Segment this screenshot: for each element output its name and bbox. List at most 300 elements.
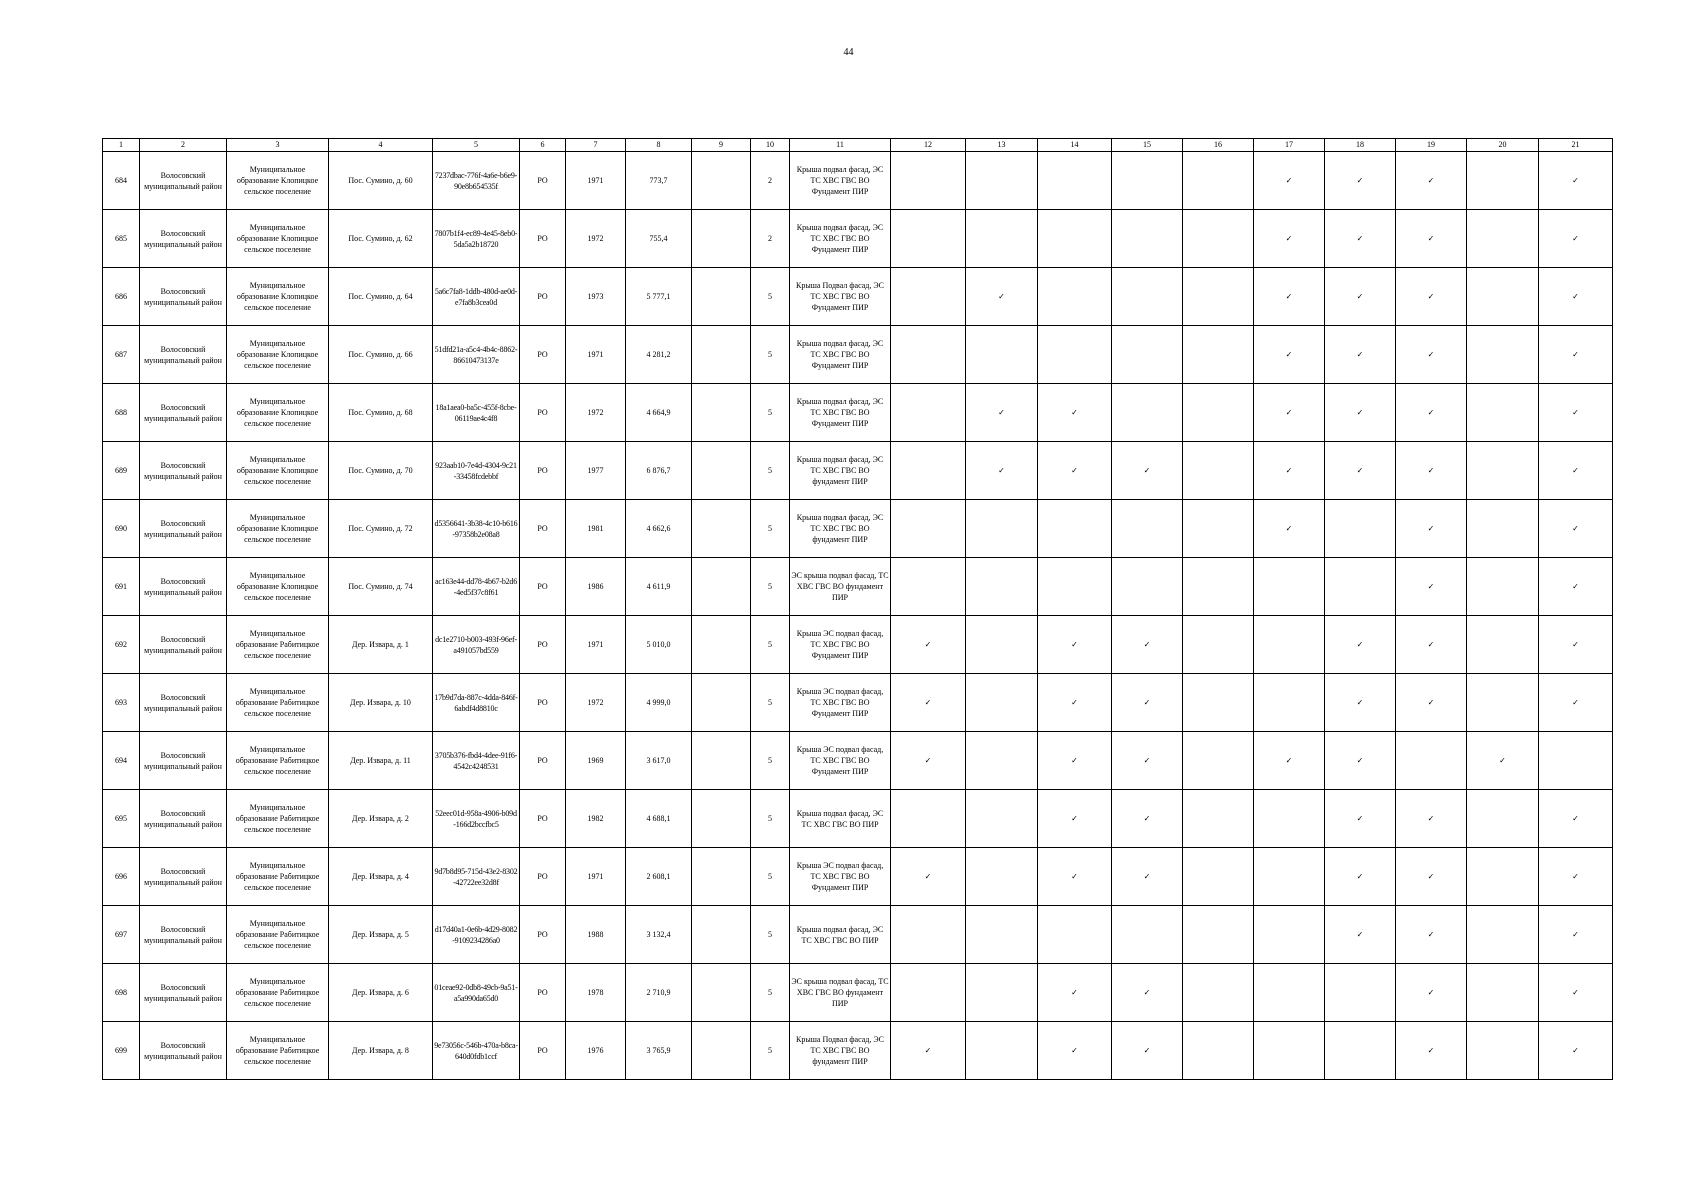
work-column-17-cell <box>1254 732 1325 790</box>
row-number-cell: 684 <box>103 152 140 210</box>
row-number-cell: 697 <box>103 906 140 964</box>
work-column-16-cell <box>1183 384 1254 442</box>
work-column-19-cell <box>1396 790 1467 848</box>
works-list-cell: Крыша подвал фасад, ЭС ТС ХВС ГВС ВО Фундамент ПИР <box>790 210 891 268</box>
check-mark-icon: ✓ <box>1427 988 1435 997</box>
work-column-20-cell <box>1467 210 1539 268</box>
work-column-13-cell <box>966 558 1038 616</box>
address-cell: Дер. Извара, д. 5 <box>329 906 433 964</box>
work-column-12-cell <box>891 500 966 558</box>
fund-form-cell: РО <box>520 964 566 1022</box>
check-mark-icon: ✓ <box>1071 814 1078 823</box>
check-mark-icon: ✓ <box>998 466 1005 475</box>
work-column-15-cell <box>1112 790 1183 848</box>
floors-cell: 5 <box>751 964 790 1022</box>
works-list-cell: Крыша подвал фасад, ЭС ТС ХВС ГВС ВО ПИР <box>790 790 891 848</box>
work-column-19-cell <box>1396 210 1467 268</box>
work-column-17-cell <box>1254 616 1325 674</box>
fund-form-cell: РО <box>520 152 566 210</box>
table-row <box>103 848 1613 906</box>
address-cell: Пос. Сумино, д. 66 <box>329 326 433 384</box>
works-list-cell: Крыша ЭС подвал фасад, ТС ХВС ГВС ВО Фундамент ПИР <box>790 674 891 732</box>
work-column-17-cell <box>1254 442 1325 500</box>
work-column-18-cell <box>1325 558 1396 616</box>
municipality-cell: Муниципальное образование Рабитицкое сельское поселение <box>227 732 329 790</box>
building-code-cell: 7237dbac-776f-4a6e-b6e9-90e8b654535f <box>433 152 520 210</box>
work-column-20-cell <box>1467 558 1539 616</box>
area-cell: 755,4 <box>626 210 692 268</box>
check-mark-icon: ✓ <box>1071 698 1078 707</box>
work-column-21-cell <box>1539 964 1613 1022</box>
works-list-cell: Крыша ЭС подвал фасад, ТС ХВС ГВС ВО Фундамент ПИР <box>790 732 891 790</box>
row-number-cell: 692 <box>103 616 140 674</box>
work-column-18-cell <box>1325 732 1396 790</box>
work-column-12-cell <box>891 616 966 674</box>
build-year-cell: 1972 <box>566 210 626 268</box>
check-mark-icon: ✓ <box>1427 640 1435 649</box>
work-column-13-cell <box>966 210 1038 268</box>
column-9-cell <box>692 674 751 732</box>
work-column-18-cell <box>1325 906 1396 964</box>
district-cell: Волосовский муниципальный район <box>140 964 227 1022</box>
work-column-18-cell <box>1325 210 1396 268</box>
build-year-cell: 1978 <box>566 964 626 1022</box>
work-column-16-cell <box>1183 616 1254 674</box>
work-column-19-cell <box>1396 616 1467 674</box>
building-code-cell: d17d40a1-0e6b-4d29-8082-9109234286a0 <box>433 906 520 964</box>
work-column-17-cell <box>1254 500 1325 558</box>
district-cell: Волосовский муниципальный район <box>140 848 227 906</box>
area-cell: 4 664,9 <box>626 384 692 442</box>
work-column-20-cell <box>1467 674 1539 732</box>
fund-form-cell: РО <box>520 906 566 964</box>
address-cell: Пос. Сумино, д. 74 <box>329 558 433 616</box>
work-column-18-cell <box>1325 152 1396 210</box>
area-cell: 3 132,4 <box>626 906 692 964</box>
address-cell: Дер. Извара, д. 4 <box>329 848 433 906</box>
work-column-19-cell <box>1396 442 1467 500</box>
municipality-cell: Муниципальное образование Клопицкое сельское поселение <box>227 268 329 326</box>
district-cell: Волосовский муниципальный район <box>140 674 227 732</box>
works-list-cell: Крыша подвал фасад, ЭС ТС ХВС ГВС ВО Фундамент ПИР <box>790 152 891 210</box>
fund-form-cell: РО <box>520 558 566 616</box>
column-number-14: 14 <box>1038 139 1112 152</box>
works-list-cell: Крыша подвал фасад, ЭС ТС ХВС ГВС ВО фундамент ПИР <box>790 442 891 500</box>
work-column-15-cell <box>1112 326 1183 384</box>
work-column-21-cell <box>1539 790 1613 848</box>
build-year-cell: 1973 <box>566 268 626 326</box>
address-cell: Пос. Сумино, д. 62 <box>329 210 433 268</box>
check-mark-icon: ✓ <box>1427 698 1435 707</box>
table-row <box>103 210 1613 268</box>
work-column-21-cell <box>1539 268 1613 326</box>
district-cell: Волосовский муниципальный район <box>140 732 227 790</box>
work-column-18-cell <box>1325 674 1396 732</box>
work-column-12-cell <box>891 848 966 906</box>
column-number-12: 12 <box>891 139 966 152</box>
table-row <box>103 326 1613 384</box>
work-column-13-cell <box>966 906 1038 964</box>
work-column-19-cell <box>1396 384 1467 442</box>
fund-form-cell: РО <box>520 210 566 268</box>
building-code-cell: 923aab10-7e4d-4304-9c21-33458fcdebbf <box>433 442 520 500</box>
check-mark-icon: ✓ <box>1356 756 1364 765</box>
floors-cell: 5 <box>751 326 790 384</box>
fund-form-cell: РО <box>520 732 566 790</box>
work-column-21-cell <box>1539 1022 1613 1080</box>
column-number-21: 21 <box>1539 139 1613 152</box>
check-mark-icon: ✓ <box>1356 292 1364 301</box>
column-9-cell <box>692 732 751 790</box>
check-mark-icon: ✓ <box>1572 350 1579 359</box>
check-mark-icon: ✓ <box>1572 234 1579 243</box>
work-column-15-cell <box>1112 152 1183 210</box>
work-column-21-cell <box>1539 732 1613 790</box>
work-column-19-cell <box>1396 674 1467 732</box>
check-mark-icon: ✓ <box>1499 756 1506 765</box>
check-mark-icon: ✓ <box>1285 234 1293 243</box>
work-column-17-cell <box>1254 558 1325 616</box>
address-cell: Дер. Извара, д. 2 <box>329 790 433 848</box>
fund-form-cell: РО <box>520 790 566 848</box>
row-number-cell: 689 <box>103 442 140 500</box>
check-mark-icon: ✓ <box>1071 640 1078 649</box>
check-mark-icon: ✓ <box>1427 408 1435 417</box>
check-mark-icon: ✓ <box>1285 176 1293 185</box>
table-row <box>103 616 1613 674</box>
column-number-15: 15 <box>1112 139 1183 152</box>
column-9-cell <box>692 616 751 674</box>
table-row <box>103 384 1613 442</box>
column-9-cell <box>692 558 751 616</box>
work-column-18-cell <box>1325 790 1396 848</box>
column-9-cell <box>692 500 751 558</box>
work-column-21-cell <box>1539 442 1613 500</box>
row-number-cell: 688 <box>103 384 140 442</box>
work-column-17-cell <box>1254 384 1325 442</box>
municipality-cell: Муниципальное образование Рабитицкое сельское поселение <box>227 906 329 964</box>
area-cell: 5 777,1 <box>626 268 692 326</box>
works-list-cell: ЭС крыша подвал фасад, ТС ХВС ГВС ВО фундамент ПИР <box>790 558 891 616</box>
floors-cell: 5 <box>751 790 790 848</box>
work-column-14-cell <box>1038 210 1112 268</box>
column-9-cell <box>692 268 751 326</box>
floors-cell: 5 <box>751 268 790 326</box>
work-column-16-cell <box>1183 1022 1254 1080</box>
column-number-9: 9 <box>692 139 751 152</box>
row-number-cell: 695 <box>103 790 140 848</box>
check-mark-icon: ✓ <box>924 640 932 649</box>
check-mark-icon: ✓ <box>1427 466 1435 475</box>
check-mark-icon: ✓ <box>924 698 932 707</box>
work-column-15-cell <box>1112 674 1183 732</box>
work-column-12-cell <box>891 326 966 384</box>
build-year-cell: 1972 <box>566 384 626 442</box>
building-code-cell: 51dfd21a-a5c4-4b4c-8862-86610473137e <box>433 326 520 384</box>
check-mark-icon: ✓ <box>1572 698 1579 707</box>
check-mark-icon: ✓ <box>1356 872 1364 881</box>
work-column-15-cell <box>1112 442 1183 500</box>
building-code-cell: 7807b1f4-ec89-4e45-8eb0-5da5a2b18720 <box>433 210 520 268</box>
check-mark-icon: ✓ <box>1572 292 1579 301</box>
address-cell: Дер. Извара, д. 10 <box>329 674 433 732</box>
check-mark-icon: ✓ <box>1356 698 1364 707</box>
work-column-20-cell <box>1467 500 1539 558</box>
district-cell: Волосовский муниципальный район <box>140 500 227 558</box>
column-9-cell <box>692 1022 751 1080</box>
table-row <box>103 906 1613 964</box>
work-column-20-cell <box>1467 152 1539 210</box>
check-mark-icon: ✓ <box>1143 988 1151 997</box>
work-column-18-cell <box>1325 384 1396 442</box>
area-cell: 773,7 <box>626 152 692 210</box>
fund-form-cell: РО <box>520 674 566 732</box>
check-mark-icon: ✓ <box>1143 872 1151 881</box>
work-column-13-cell <box>966 674 1038 732</box>
work-column-16-cell <box>1183 500 1254 558</box>
check-mark-icon: ✓ <box>1356 466 1364 475</box>
work-column-21-cell <box>1539 674 1613 732</box>
works-list-cell: Крыша подвал фасад, ЭС ТС ХВС ГВС ВО ПИР <box>790 906 891 964</box>
row-number-cell: 693 <box>103 674 140 732</box>
table-row <box>103 674 1613 732</box>
municipality-cell: Муниципальное образование Рабитицкое сельское поселение <box>227 848 329 906</box>
work-column-14-cell <box>1038 848 1112 906</box>
work-column-20-cell <box>1467 268 1539 326</box>
floors-cell: 2 <box>751 210 790 268</box>
work-column-14-cell <box>1038 906 1112 964</box>
municipality-cell: Муниципальное образование Клопицкое сельское поселение <box>227 500 329 558</box>
work-column-14-cell <box>1038 674 1112 732</box>
build-year-cell: 1981 <box>566 500 626 558</box>
row-number-cell: 691 <box>103 558 140 616</box>
check-mark-icon: ✓ <box>1427 814 1435 823</box>
district-cell: Волосовский муниципальный район <box>140 790 227 848</box>
column-number-4: 4 <box>329 139 433 152</box>
area-cell: 4 999,0 <box>626 674 692 732</box>
work-column-20-cell <box>1467 616 1539 674</box>
check-mark-icon: ✓ <box>1572 988 1579 997</box>
district-cell: Волосовский муниципальный район <box>140 558 227 616</box>
floors-cell: 5 <box>751 442 790 500</box>
work-column-12-cell <box>891 964 966 1022</box>
table-row <box>103 268 1613 326</box>
address-cell: Пос. Сумино, д. 64 <box>329 268 433 326</box>
fund-form-cell: РО <box>520 442 566 500</box>
build-year-cell: 1971 <box>566 848 626 906</box>
work-column-15-cell <box>1112 964 1183 1022</box>
work-column-14-cell <box>1038 152 1112 210</box>
column-9-cell <box>692 326 751 384</box>
work-column-15-cell <box>1112 210 1183 268</box>
check-mark-icon: ✓ <box>1427 176 1435 185</box>
work-column-13-cell <box>966 442 1038 500</box>
work-column-20-cell <box>1467 326 1539 384</box>
work-column-20-cell <box>1467 732 1539 790</box>
work-column-12-cell <box>891 384 966 442</box>
build-year-cell: 1971 <box>566 152 626 210</box>
work-column-19-cell <box>1396 326 1467 384</box>
column-number-7: 7 <box>566 139 626 152</box>
work-column-19-cell <box>1396 268 1467 326</box>
work-column-17-cell <box>1254 906 1325 964</box>
check-mark-icon: ✓ <box>1356 640 1364 649</box>
build-year-cell: 1972 <box>566 674 626 732</box>
building-code-cell: 17b9d7da-887c-4dda-846f-6abdf4d8810c <box>433 674 520 732</box>
work-column-21-cell <box>1539 906 1613 964</box>
work-column-18-cell <box>1325 1022 1396 1080</box>
row-number-cell: 690 <box>103 500 140 558</box>
building-code-cell: 18a1aea0-ba5c-455f-8cbe-06119ae4c4f8 <box>433 384 520 442</box>
build-year-cell: 1977 <box>566 442 626 500</box>
works-list-cell: Крыша ЭС подвал фасад, ТС ХВС ГВС ВО Фундамент ПИР <box>790 616 891 674</box>
work-column-16-cell <box>1183 558 1254 616</box>
work-column-16-cell <box>1183 906 1254 964</box>
work-column-15-cell <box>1112 500 1183 558</box>
column-number-row <box>103 139 1613 152</box>
work-column-12-cell <box>891 268 966 326</box>
column-number-1: 1 <box>103 139 140 152</box>
work-column-21-cell <box>1539 500 1613 558</box>
work-column-13-cell <box>966 152 1038 210</box>
work-column-13-cell <box>966 964 1038 1022</box>
table-row <box>103 152 1613 210</box>
work-column-16-cell <box>1183 152 1254 210</box>
works-list-cell: Крыша подвал фасад, ЭС ТС ХВС ГВС ВО Фундамент ПИР <box>790 326 891 384</box>
table-row <box>103 732 1613 790</box>
work-column-15-cell <box>1112 268 1183 326</box>
address-cell: Дер. Извара, д. 1 <box>329 616 433 674</box>
check-mark-icon: ✓ <box>1572 930 1579 939</box>
check-mark-icon: ✓ <box>1143 1046 1151 1055</box>
column-number-3: 3 <box>227 139 329 152</box>
check-mark-icon: ✓ <box>1427 234 1435 243</box>
municipality-cell: Муниципальное образование Рабитицкое сельское поселение <box>227 674 329 732</box>
work-column-17-cell <box>1254 268 1325 326</box>
work-column-12-cell <box>891 674 966 732</box>
work-column-15-cell <box>1112 848 1183 906</box>
municipality-cell: Муниципальное образование Рабитицкое сельское поселение <box>227 616 329 674</box>
area-cell: 4 281,2 <box>626 326 692 384</box>
check-mark-icon: ✓ <box>1427 350 1435 359</box>
district-cell: Волосовский муниципальный район <box>140 1022 227 1080</box>
check-mark-icon: ✓ <box>924 1046 932 1055</box>
work-column-14-cell <box>1038 964 1112 1022</box>
building-code-cell: ac163e44-dd78-4b67-b2d6-4ed5f37c8f61 <box>433 558 520 616</box>
municipality-cell: Муниципальное образование Рабитицкое сельское поселение <box>227 964 329 1022</box>
work-column-12-cell <box>891 732 966 790</box>
work-column-18-cell <box>1325 964 1396 1022</box>
column-number-20: 20 <box>1467 139 1539 152</box>
fund-form-cell: РО <box>520 268 566 326</box>
work-column-20-cell <box>1467 790 1539 848</box>
floors-cell: 2 <box>751 152 790 210</box>
work-column-14-cell <box>1038 1022 1112 1080</box>
work-column-16-cell <box>1183 268 1254 326</box>
column-number-18: 18 <box>1325 139 1396 152</box>
work-column-14-cell <box>1038 326 1112 384</box>
work-column-21-cell <box>1539 326 1613 384</box>
work-column-21-cell <box>1539 210 1613 268</box>
district-cell: Волосовский муниципальный район <box>140 442 227 500</box>
address-cell: Пос. Сумино, д. 68 <box>329 384 433 442</box>
municipality-cell: Муниципальное образование Клопицкое сельское поселение <box>227 384 329 442</box>
building-code-cell: 9d7b8d95-715d-43e2-8302-42722ee32d8f <box>433 848 520 906</box>
work-column-19-cell <box>1396 964 1467 1022</box>
municipality-cell: Муниципальное образование Клопицкое сельское поселение <box>227 326 329 384</box>
work-column-17-cell <box>1254 848 1325 906</box>
column-9-cell <box>692 152 751 210</box>
check-mark-icon: ✓ <box>1071 872 1078 881</box>
work-column-13-cell <box>966 1022 1038 1080</box>
works-list-cell: Крыша Подвал фасад, ЭС ТС ХВС ГВС ВО фундамент ПИР <box>790 1022 891 1080</box>
district-cell: Волосовский муниципальный район <box>140 326 227 384</box>
work-column-13-cell <box>966 732 1038 790</box>
municipality-cell: Муниципальное образование Клопицкое сельское поселение <box>227 210 329 268</box>
check-mark-icon: ✓ <box>1285 756 1293 765</box>
floors-cell: 5 <box>751 674 790 732</box>
work-column-19-cell <box>1396 732 1467 790</box>
floors-cell: 5 <box>751 558 790 616</box>
fund-form-cell: РО <box>520 500 566 558</box>
row-number-cell: 698 <box>103 964 140 1022</box>
work-column-14-cell <box>1038 790 1112 848</box>
column-number-8: 8 <box>626 139 692 152</box>
work-column-21-cell <box>1539 558 1613 616</box>
check-mark-icon: ✓ <box>1572 872 1579 881</box>
check-mark-icon: ✓ <box>1285 350 1293 359</box>
work-column-14-cell <box>1038 732 1112 790</box>
area-cell: 2 710,9 <box>626 964 692 1022</box>
column-9-cell <box>692 848 751 906</box>
fund-form-cell: РО <box>520 326 566 384</box>
work-column-16-cell <box>1183 674 1254 732</box>
row-number-cell: 687 <box>103 326 140 384</box>
address-cell: Дер. Извара, д. 6 <box>329 964 433 1022</box>
check-mark-icon: ✓ <box>1572 466 1579 475</box>
work-column-18-cell <box>1325 268 1396 326</box>
check-mark-icon: ✓ <box>1071 1046 1078 1055</box>
work-column-20-cell <box>1467 1022 1539 1080</box>
district-cell: Волосовский муниципальный район <box>140 616 227 674</box>
municipality-cell: Муниципальное образование Рабитицкое сельское поселение <box>227 1022 329 1080</box>
address-cell: Дер. Извара, д. 11 <box>329 732 433 790</box>
floors-cell: 5 <box>751 384 790 442</box>
district-cell: Волосовский муниципальный район <box>140 384 227 442</box>
area-cell: 4 688,1 <box>626 790 692 848</box>
district-cell: Волосовский муниципальный район <box>140 152 227 210</box>
column-number-2: 2 <box>140 139 227 152</box>
work-column-18-cell <box>1325 326 1396 384</box>
work-column-21-cell <box>1539 152 1613 210</box>
work-column-17-cell <box>1254 1022 1325 1080</box>
build-year-cell: 1971 <box>566 326 626 384</box>
check-mark-icon: ✓ <box>1427 524 1435 533</box>
page-number: 44 <box>843 47 854 58</box>
table-row <box>103 790 1613 848</box>
build-year-cell: 1988 <box>566 906 626 964</box>
district-cell: Волосовский муниципальный район <box>140 906 227 964</box>
column-9-cell <box>692 384 751 442</box>
work-column-17-cell <box>1254 152 1325 210</box>
check-mark-icon: ✓ <box>1143 698 1151 707</box>
check-mark-icon: ✓ <box>1572 408 1579 417</box>
work-column-14-cell <box>1038 558 1112 616</box>
fund-form-cell: РО <box>520 616 566 674</box>
work-column-13-cell <box>966 268 1038 326</box>
work-column-18-cell <box>1325 442 1396 500</box>
work-column-12-cell <box>891 558 966 616</box>
